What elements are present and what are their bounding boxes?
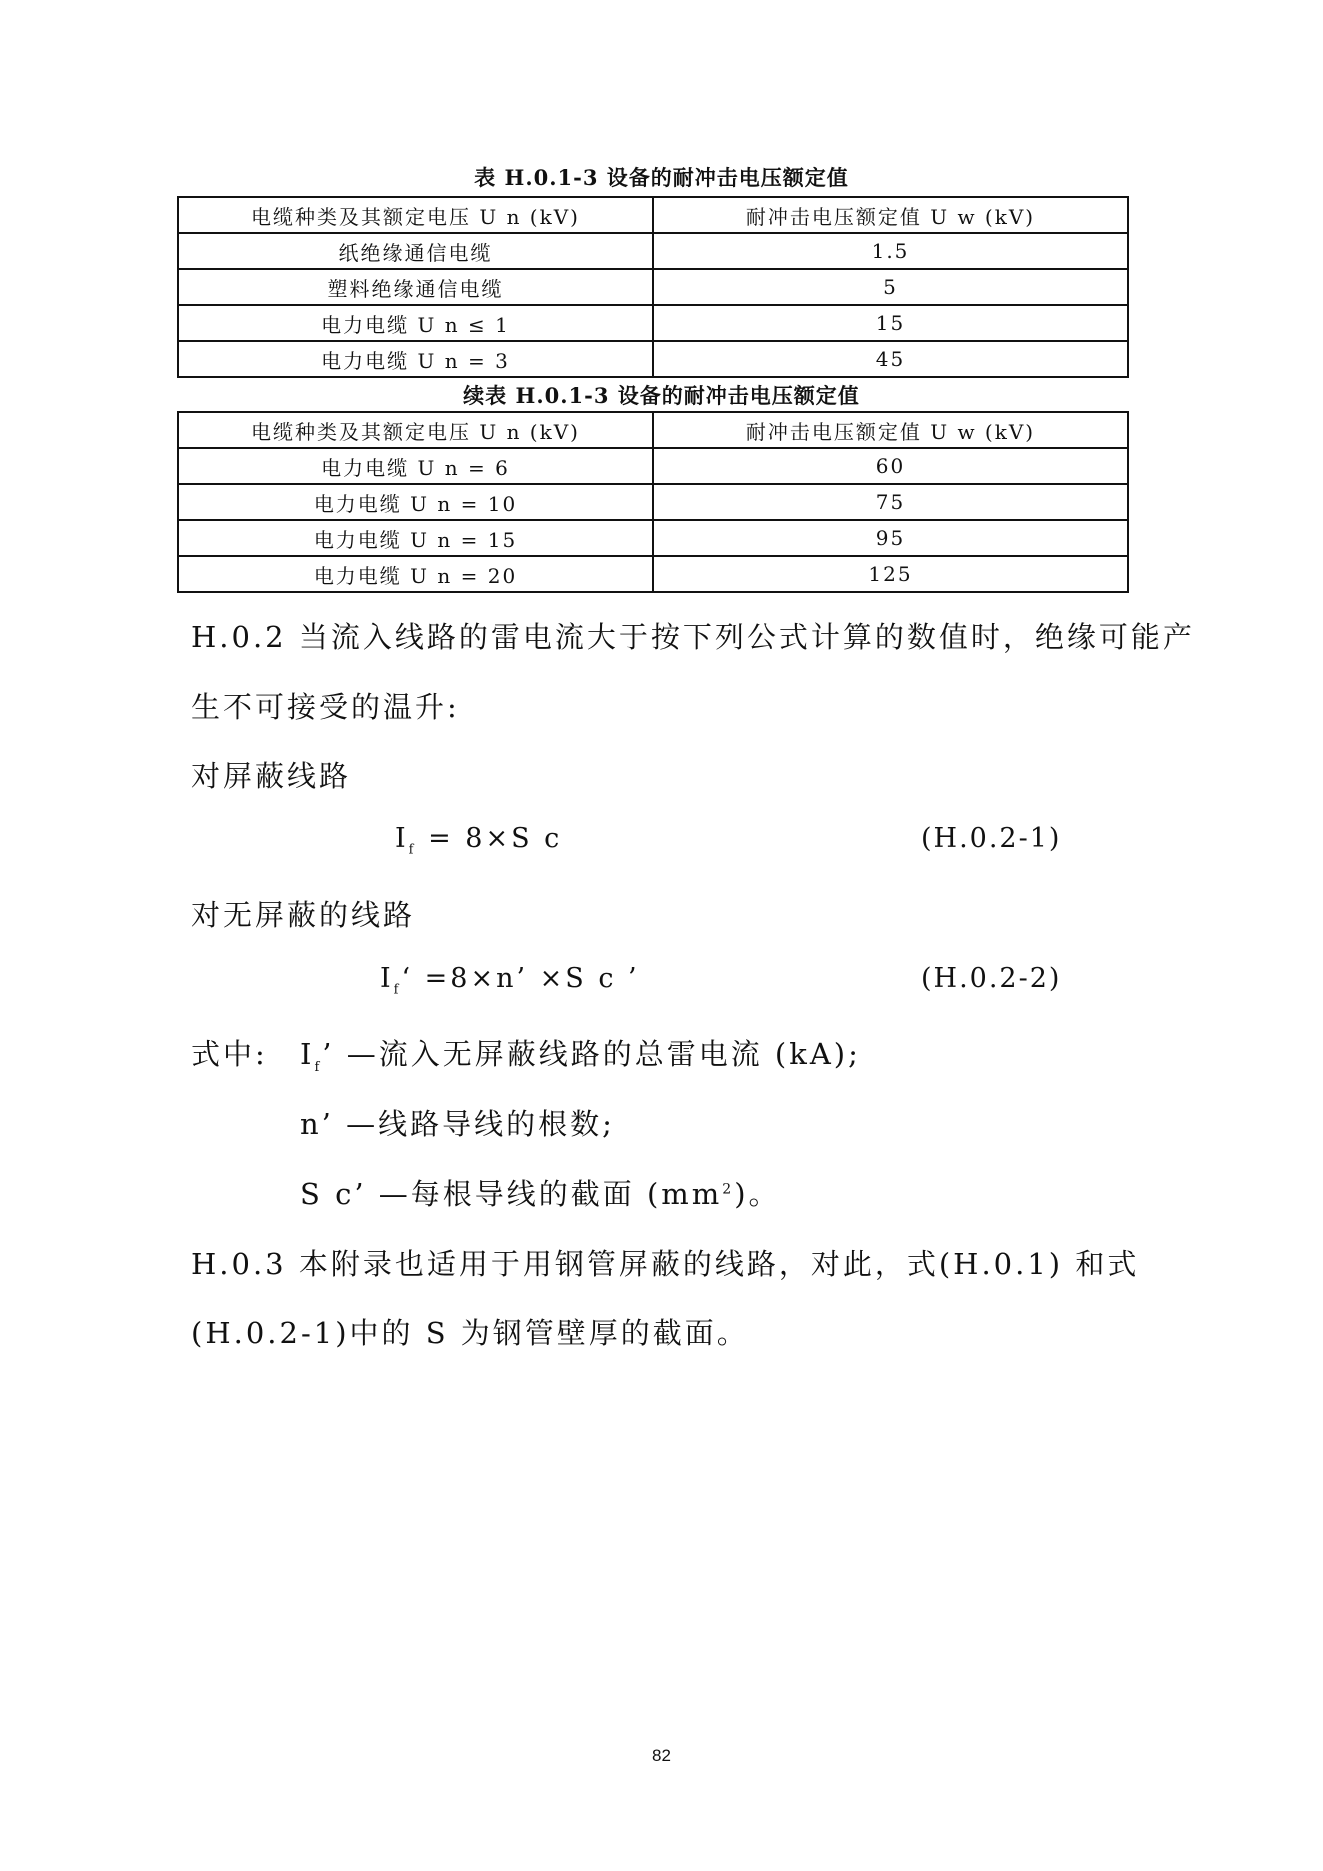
paragraph-h03-line1: H.0.3 本附录也适用于用钢管屏蔽的线路，对此，式(H.0.1) 和式 bbox=[191, 1247, 1140, 1281]
cell-cable-type: 电力电缆 U n ≤ 1 bbox=[178, 305, 653, 341]
cell-cable-type: 塑料绝缘通信电缆 bbox=[178, 269, 653, 305]
formula-lhs: I bbox=[380, 963, 394, 994]
table-row bbox=[178, 556, 1128, 592]
table-row bbox=[178, 448, 1128, 484]
formula-rhs: ‘ =8×n’ ×S c ’ bbox=[401, 963, 640, 994]
cell-impulse-voltage: 45 bbox=[653, 341, 1128, 377]
definition-superscript: 2 bbox=[722, 1181, 735, 1198]
voltage-table-continued bbox=[177, 411, 1129, 593]
paragraph-h02-line1: H.0.2 当流入线路的雷电流大于按下列公式计算的数值时，绝缘可能产 bbox=[191, 620, 1195, 654]
definition-if bbox=[300, 1032, 861, 1075]
definition-subscript: f bbox=[314, 1059, 323, 1075]
table-row bbox=[178, 484, 1128, 520]
where-label: 式中: bbox=[191, 1037, 268, 1071]
formula-h02-1 bbox=[395, 823, 562, 857]
definition-sc bbox=[300, 1172, 781, 1213]
table-row bbox=[178, 341, 1128, 377]
cell-impulse-voltage: 1.5 bbox=[653, 233, 1128, 269]
cell-impulse-voltage: 75 bbox=[653, 484, 1128, 520]
paragraph-h03-line2: (H.0.2-1)中的 S 为钢管壁厚的截面。 bbox=[191, 1316, 749, 1350]
cell-cable-type: 电力电缆 U n = 15 bbox=[178, 520, 653, 556]
header-cell-impulse-voltage: 耐冲击电压额定值 U w (kV) bbox=[653, 412, 1128, 448]
table-row bbox=[178, 520, 1128, 556]
table-caption: 表 H.0.1-3 设备的耐冲击电压额定值 bbox=[474, 165, 849, 190]
voltage-table bbox=[177, 196, 1129, 378]
formula-number-1: (H.0.2-1) bbox=[921, 823, 1062, 854]
table-row bbox=[178, 269, 1128, 305]
page-number: 82 bbox=[652, 1746, 671, 1765]
definition-symbol: I bbox=[300, 1037, 315, 1071]
header-cell-cable-type: 电缆种类及其额定电压 U n (kV) bbox=[178, 197, 653, 233]
table-row bbox=[178, 233, 1128, 269]
header-cell-cable-type: 电缆种类及其额定电压 U n (kV) bbox=[178, 412, 653, 448]
paragraph-h02-line2: 生不可接受的温升: bbox=[191, 690, 460, 724]
definition-n: n’ —线路导线的根数; bbox=[300, 1107, 615, 1141]
formula-lhs: I bbox=[395, 823, 409, 854]
unshielded-label: 对无屏蔽的线路 bbox=[191, 898, 416, 932]
table-row bbox=[178, 305, 1128, 341]
cell-impulse-voltage: 60 bbox=[653, 448, 1128, 484]
table-caption-continued: 续表 H.0.1-3 设备的耐冲击电压额定值 bbox=[463, 383, 860, 408]
definition-text: ’ —流入无屏蔽线路的总雷电流 (kA); bbox=[322, 1037, 861, 1071]
formula-subscript: f bbox=[408, 842, 417, 858]
table-header-row bbox=[178, 412, 1128, 448]
cell-cable-type: 纸绝缘通信电缆 bbox=[178, 233, 653, 269]
cell-cable-type: 电力电缆 U n = 3 bbox=[178, 341, 653, 377]
definition-text: S c’ —每根导线的截面 (mm bbox=[300, 1177, 723, 1211]
formula-h02-2 bbox=[380, 963, 640, 997]
header-cell-impulse-voltage: 耐冲击电压额定值 U w (kV) bbox=[653, 197, 1128, 233]
formula-rhs: = 8×S c bbox=[416, 823, 563, 854]
cell-impulse-voltage: 5 bbox=[653, 269, 1128, 305]
table-header-row bbox=[178, 197, 1128, 233]
cell-impulse-voltage: 125 bbox=[653, 556, 1128, 592]
formula-number-2: (H.0.2-2) bbox=[921, 963, 1062, 994]
cell-impulse-voltage: 95 bbox=[653, 520, 1128, 556]
cell-cable-type: 电力电缆 U n = 10 bbox=[178, 484, 653, 520]
cell-cable-type: 电力电缆 U n = 6 bbox=[178, 448, 653, 484]
cell-cable-type: 电力电缆 U n = 20 bbox=[178, 556, 653, 592]
formula-subscript: f bbox=[393, 982, 402, 998]
cell-impulse-voltage: 15 bbox=[653, 305, 1128, 341]
definition-text-end: )。 bbox=[734, 1177, 781, 1211]
shielded-label: 对屏蔽线路 bbox=[191, 759, 352, 793]
